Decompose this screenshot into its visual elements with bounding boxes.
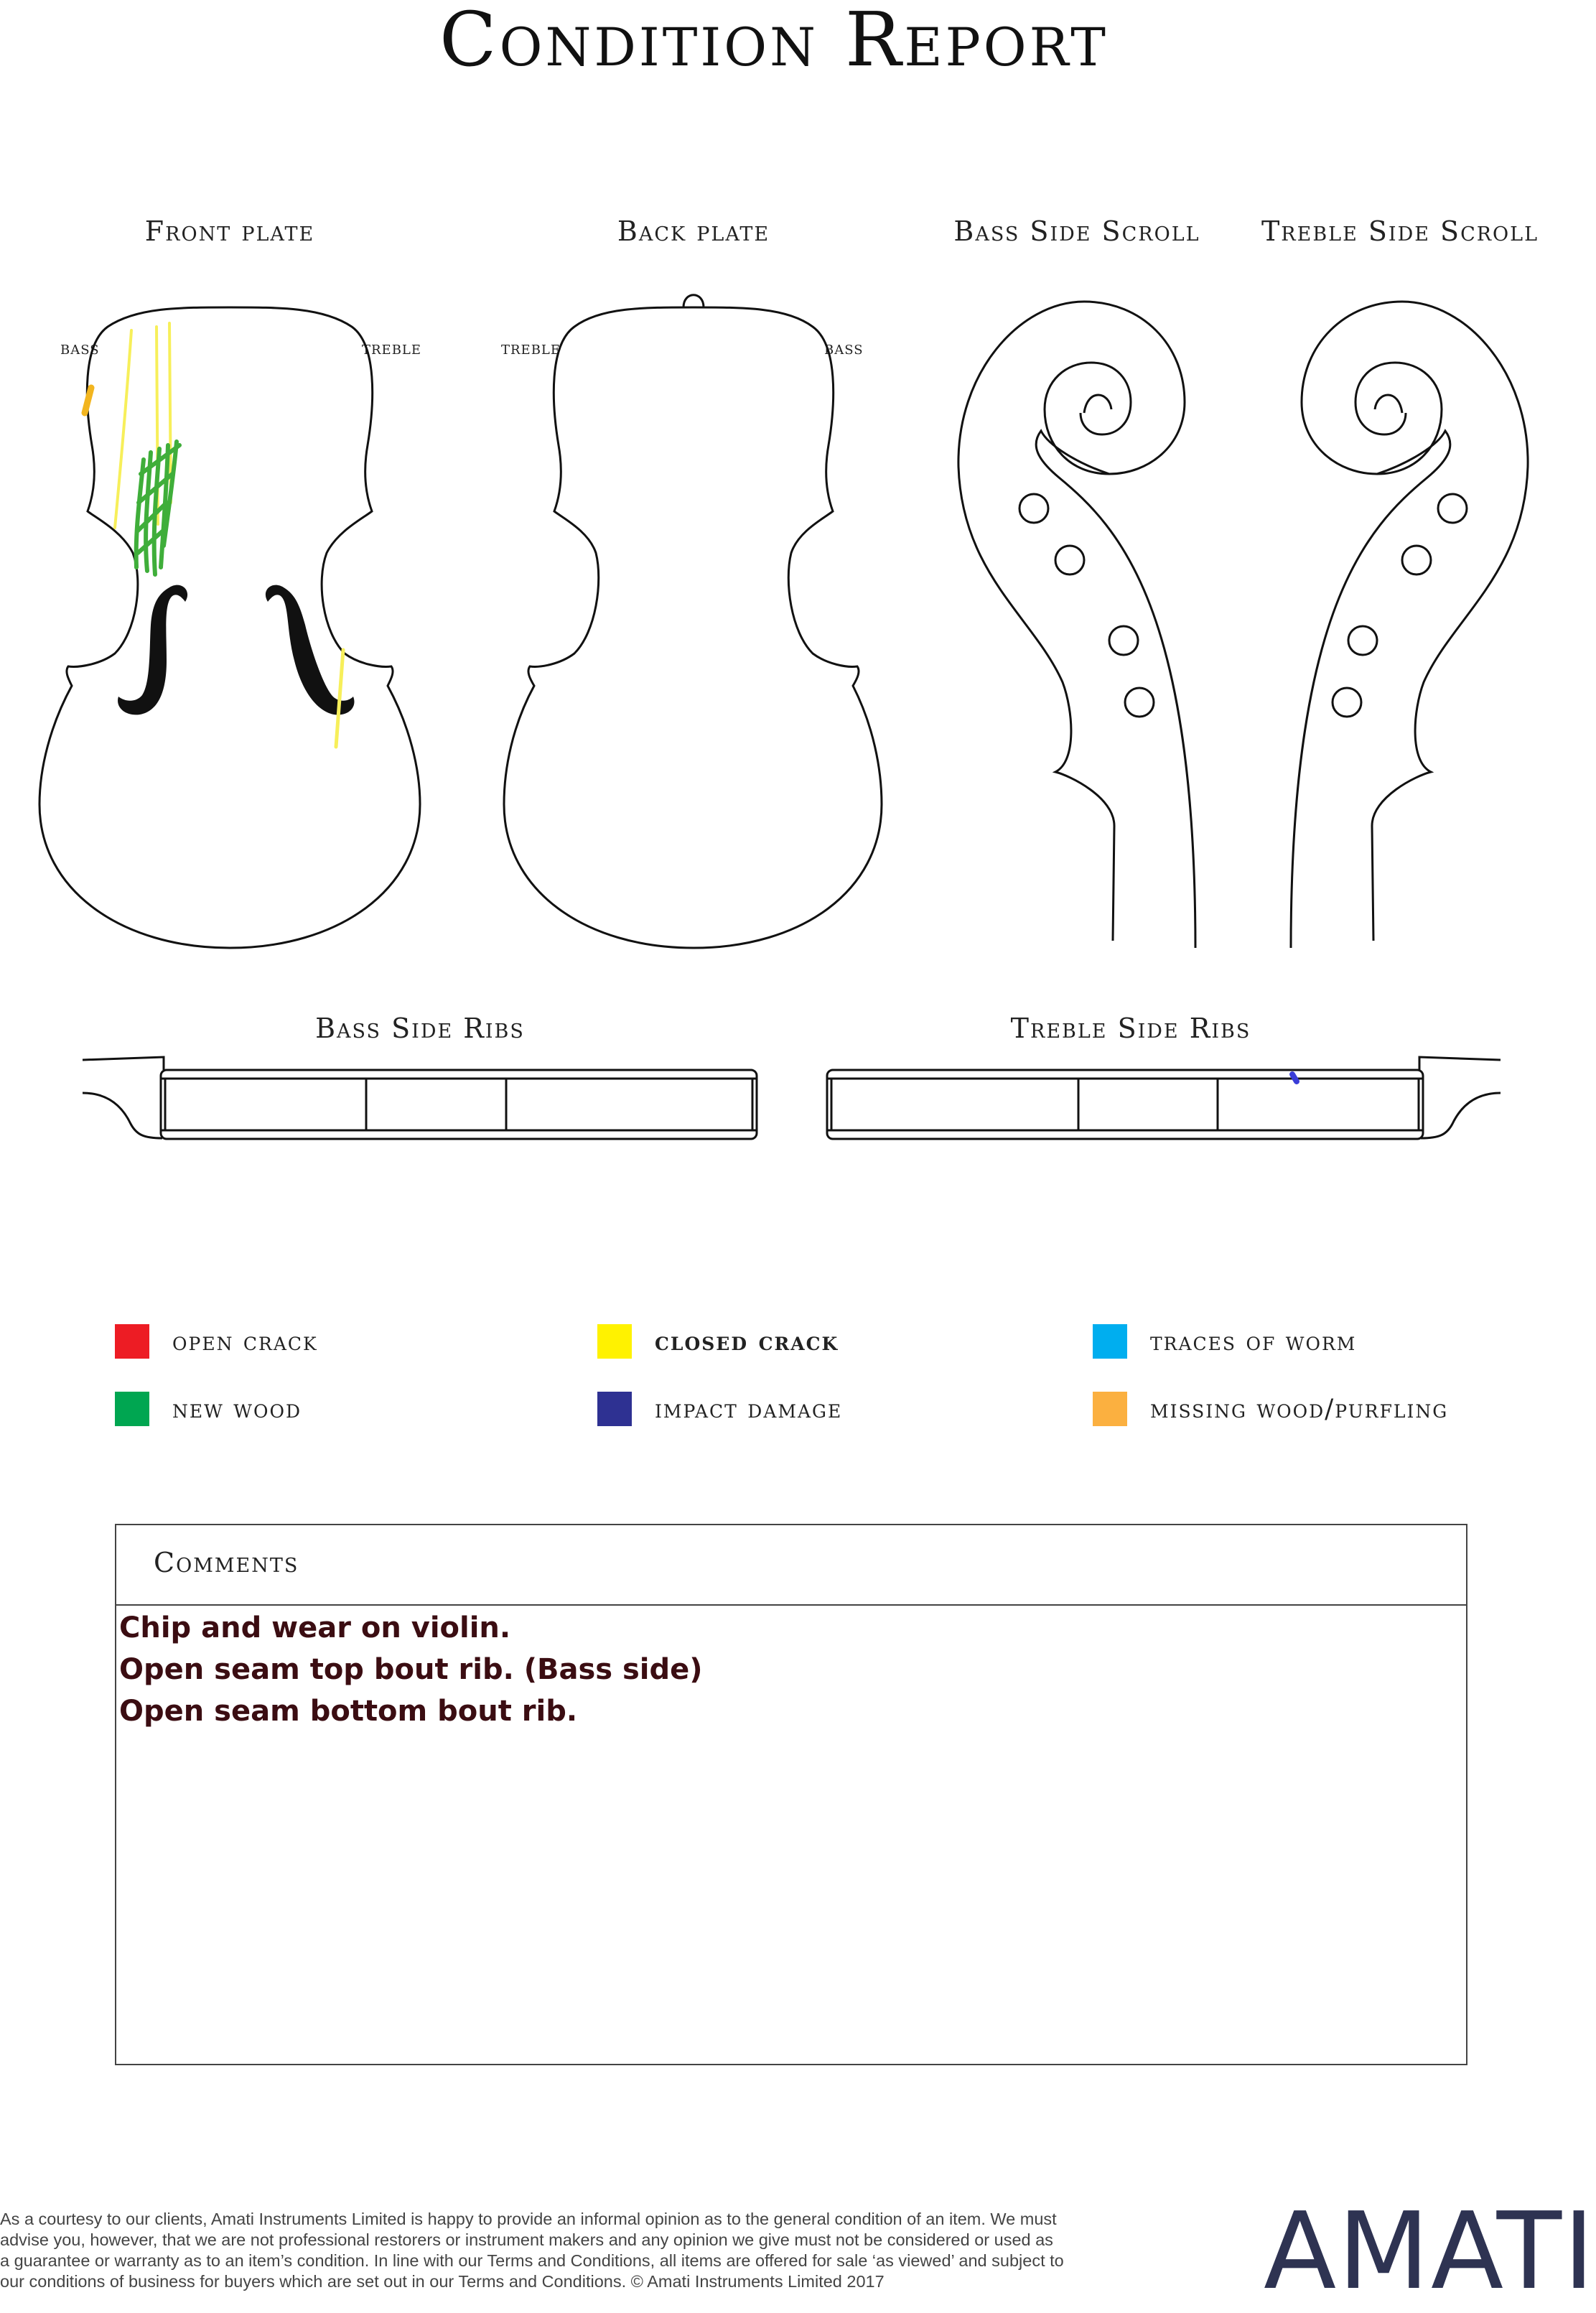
legend-traces-of-worm <box>1093 1324 1356 1359</box>
bass-ribs-neck <box>83 1057 164 1138</box>
legend-label: new wood <box>172 1394 302 1424</box>
treble-ribs-outline <box>827 1070 1423 1139</box>
bass-ribs-outline <box>161 1070 757 1139</box>
disclaimer-line: As a courtesy to our clients, Amati Instruments Limited is happy to provide an informal opinion as to the general condition of an item. We must <box>0 2210 1057 2228</box>
back-bass-side-label: bass <box>824 338 864 359</box>
brand-logo: AMATI <box>1264 2189 1596 2313</box>
back-plate-outline <box>504 307 882 948</box>
comment-line: Open seam top bout rib. (Bass side) <box>119 1653 703 1686</box>
comments-heading: Comments <box>116 1525 1466 1606</box>
comments-body <box>116 1606 1466 1732</box>
legend-open-crack <box>115 1324 318 1359</box>
treble-scroll-outline <box>1302 302 1528 941</box>
legend-closed-crack <box>597 1324 839 1359</box>
treble-scroll-label: Treble Side Scroll <box>1261 215 1539 247</box>
legend-label: open crack <box>172 1326 318 1356</box>
legend-swatch <box>1093 1392 1127 1426</box>
front-plate-outline <box>39 307 420 948</box>
disclaimer-line: a guarantee or warranty as to an item’s condition. In line with our Terms and Conditions, all items are offered for sale ‘as viewed’ and subject to <box>0 2251 1064 2270</box>
front-bass-side-label: bass <box>60 338 100 359</box>
comment-line: Chip and wear on violin. <box>119 1611 511 1644</box>
treble-scroll-peg-hole <box>1438 494 1467 523</box>
legend-impact-damage <box>597 1392 842 1426</box>
instrument-diagram <box>0 0 1548 1178</box>
impact-damage-marking <box>1292 1074 1297 1081</box>
missing-wood-marking <box>85 388 91 413</box>
bass-ribs-label: Bass Side Ribs <box>315 1013 525 1044</box>
legend-label: traces of worm <box>1150 1326 1357 1356</box>
back-plate-button <box>683 295 704 307</box>
legend-swatch <box>115 1324 149 1359</box>
footer-disclaimer <box>0 2209 1149 2292</box>
disclaimer-line: advise you, however, that we are not professional restorers or instrument makers and any opinion we give must not be considered or used as <box>0 2230 1053 2249</box>
back-treble-side-label: treble <box>501 338 561 359</box>
page-title: Condition Report <box>439 0 1109 83</box>
back-plate-label: Back plate <box>617 215 770 247</box>
disclaimer-line: our conditions of business for buyers which are set out in our Terms and Conditions. © Amati Instruments Limited 2017 <box>0 2272 885 2291</box>
bass-f-hole <box>118 585 187 715</box>
legend-missing-wood <box>1093 1392 1448 1426</box>
legend-swatch <box>597 1392 632 1426</box>
legend-swatch <box>597 1324 632 1359</box>
comments-box <box>115 1524 1467 2065</box>
front-treble-side-label: treble <box>362 338 422 359</box>
comment-line: Open seam bottom bout rib. <box>119 1695 578 1728</box>
legend-swatch <box>115 1392 149 1426</box>
treble-ribs-neck <box>1419 1057 1501 1138</box>
bass-scroll-label: Bass Side Scroll <box>953 215 1200 247</box>
legend-label: closed crack <box>655 1326 839 1356</box>
bass-scroll-peg-hole <box>1019 494 1048 523</box>
legend-label: impact damage <box>655 1394 843 1424</box>
treble-ribs-label: Treble Side Ribs <box>1010 1013 1251 1044</box>
legend-label: missing wood/purfling <box>1150 1394 1449 1424</box>
legend-swatch <box>1093 1324 1127 1359</box>
bass-scroll-outline <box>958 302 1185 941</box>
legend-new-wood <box>115 1392 302 1426</box>
front-plate-label: Front plate <box>144 215 315 247</box>
closed-crack-marking <box>115 330 131 528</box>
